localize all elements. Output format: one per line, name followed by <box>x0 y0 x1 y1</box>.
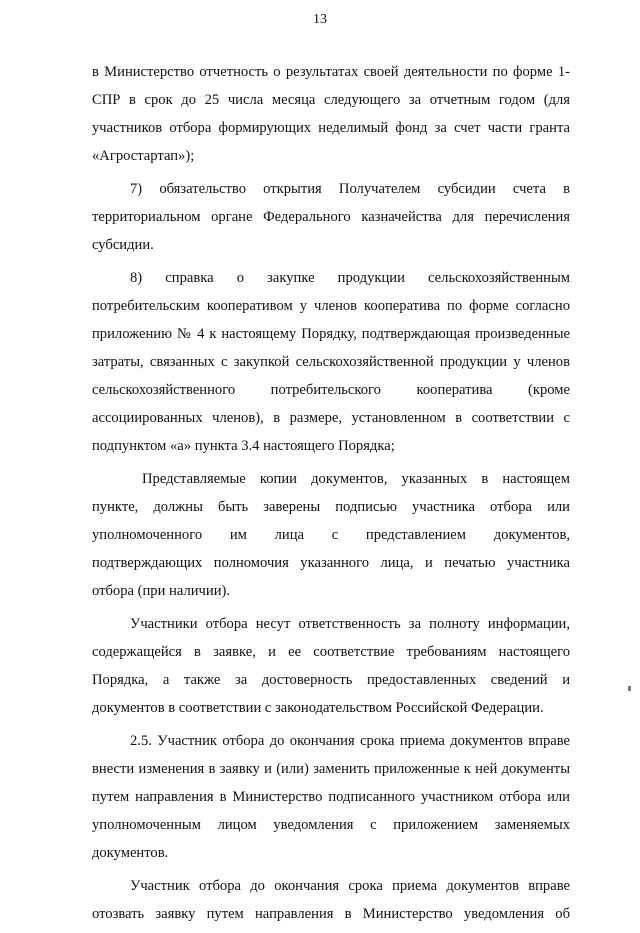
text-line: 8) справка о закупке продукции сельскохозяйственным <box>130 270 570 286</box>
text-line: 2.5. Участник отбора до окончания срока приема документов вправе <box>130 733 570 749</box>
paragraph-p1 <box>92 58 570 170</box>
paragraph-p3 <box>92 264 570 460</box>
page-number: 13 <box>313 12 327 27</box>
text-line: ассоциированных членов), в размере, установленном в соответствии с <box>92 410 570 426</box>
text-line: отозвать заявку путем направления в Министерство уведомления об <box>92 906 570 922</box>
paragraph-p5 <box>92 610 570 722</box>
text-line: территориальном органе Федерального казначейства для перечисления <box>92 209 570 225</box>
text-line: документов в соответствии с законодательством Российской Федерации. <box>92 700 544 716</box>
text-line: уполномоченным лицом уведомления с приложением заменяемых <box>92 817 570 833</box>
text-line: отбора (при наличии). <box>92 583 231 599</box>
paragraph-p2 <box>92 175 570 259</box>
text-line: содержащейся в заявке, и ее соответствие требованиям настоящего <box>92 644 570 660</box>
text-line: Представляемые копии документов, указанных в настоящем <box>142 471 570 487</box>
paragraph-p6 <box>92 727 570 867</box>
text-line: путем направления в Министерство подписанного участником отбора или <box>92 789 570 805</box>
text-line: Участник отбора до окончания срока приема документов вправе <box>130 878 570 894</box>
text-line: в Министерство отчетность о результатах своей деятельности по форме 1- <box>92 64 570 80</box>
text-line: сельскохозяйственного потребительского кооператива (кроме <box>92 382 570 398</box>
text-line: участников отбора формирующих неделимый фонд за счет части гранта <box>92 120 570 136</box>
paragraph-p7 <box>92 872 570 928</box>
text-line: субсидии. <box>92 237 154 253</box>
text-line: Порядка, а также за достоверность предоставленных сведений и <box>92 672 570 688</box>
text-line: внести изменения в заявку и (или) заменить приложенные к ней документы <box>92 761 570 777</box>
text-line: затраты, связанных с закупкой сельскохозяйственной продукции у членов <box>92 354 570 370</box>
text-line: уполномоченного им лица с представлением документов, <box>92 527 570 543</box>
text-line: приложению № 4 к настоящему Порядку, подтверждающая произведенные <box>92 326 570 342</box>
text-line: СПР в срок до 25 числа месяца следующего за отчетным годом (для <box>92 92 570 108</box>
text-line: Участники отбора несут ответственность за полноту информации, <box>130 616 570 632</box>
text-line: «Агростартап»); <box>92 148 195 164</box>
text-line: документов. <box>92 845 169 861</box>
text-line: пункте, должны быть заверены подписью участника отбора или <box>92 499 570 515</box>
document-body <box>92 58 570 933</box>
text-line: потребительским кооперативом у членов кооператива по форме согласно <box>92 298 570 314</box>
text-line: подпунктом «а» пункта 3.4 настоящего Порядка; <box>92 438 395 454</box>
text-line: 7) обязательство открытия Получателем субсидии счета в <box>130 181 570 197</box>
paragraph-p4 <box>92 465 570 605</box>
margin-mark <box>628 686 631 691</box>
text-line: подтверждающих полномочия указанного лица, и печатью участника <box>92 555 570 571</box>
